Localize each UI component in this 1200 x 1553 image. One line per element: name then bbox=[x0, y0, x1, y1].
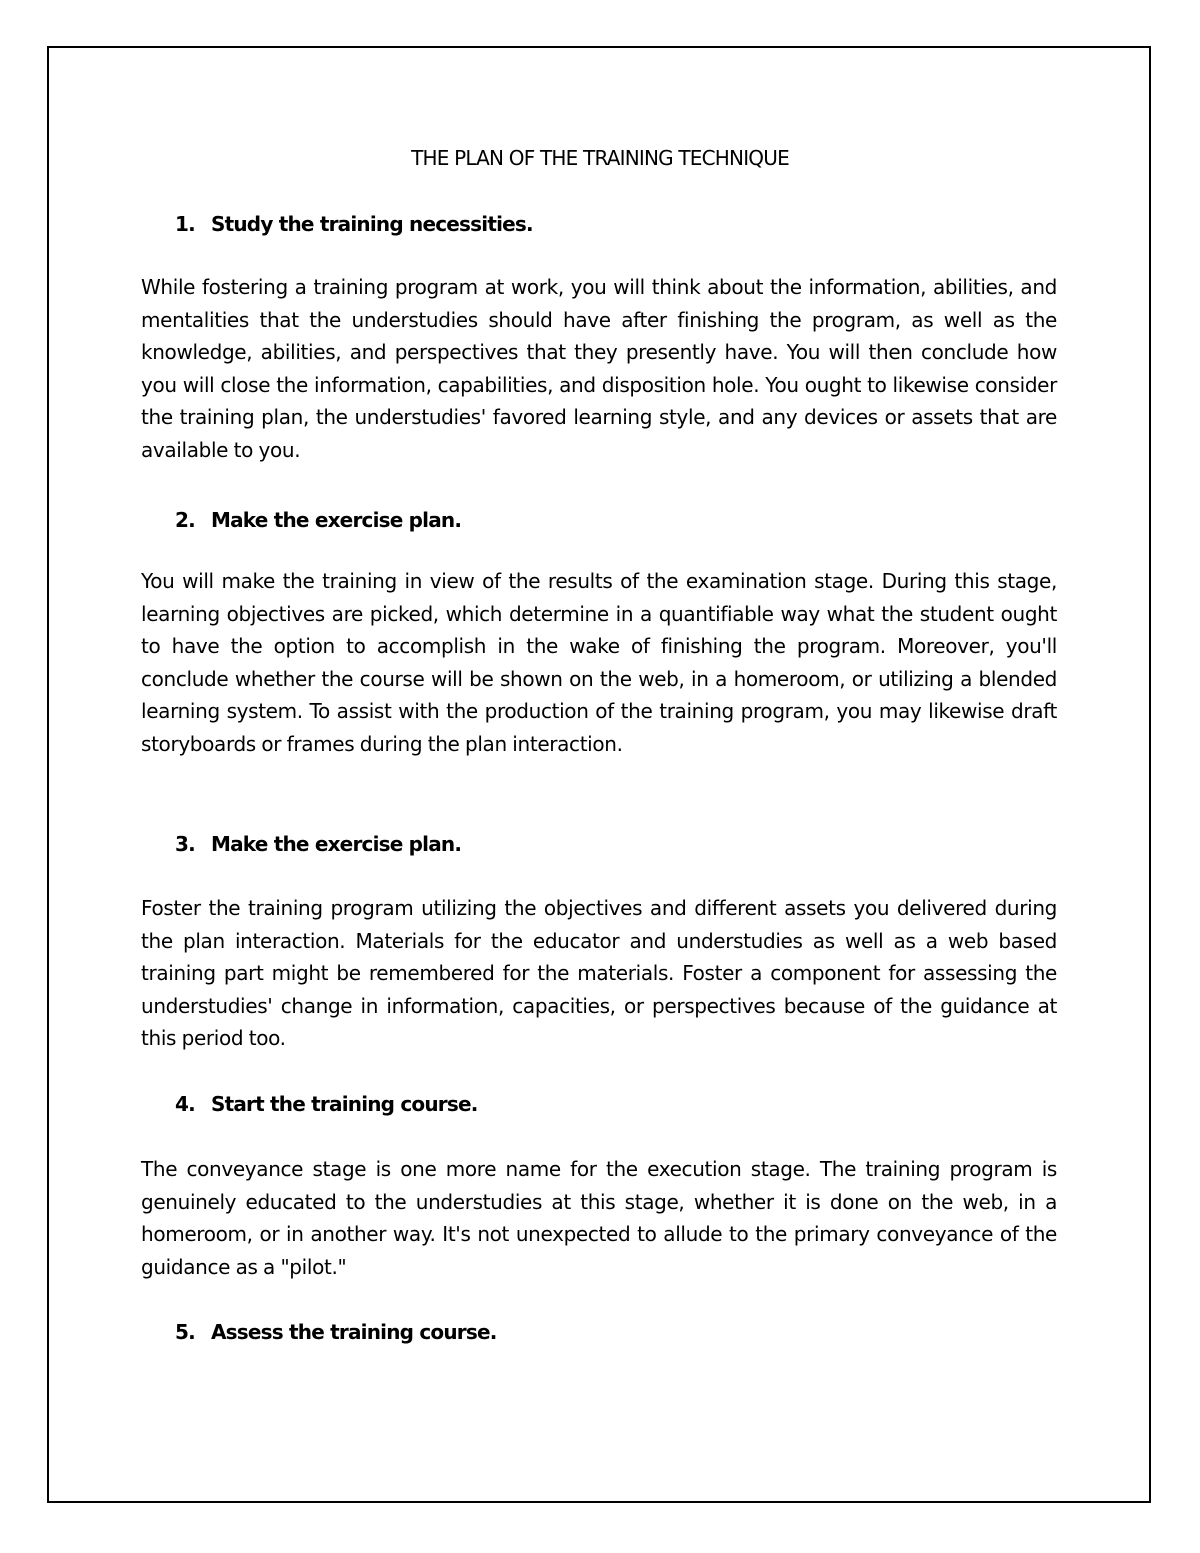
section-body-3: Foster the training program utilizing the objectives and different assets you delivered during the plan interaction. Materials for the educator and understudies as well as a web based training part might be remembered for the materials. Foster a component for assessing the understudies' change in information, capacities, or perspectives because of the guidance at this period too. bbox=[141, 896, 1057, 1051]
section-number: 4. bbox=[175, 1092, 195, 1116]
section-number: 2. bbox=[175, 508, 195, 532]
document-title: THE PLAN OF THE TRAINING TECHNIQUE bbox=[411, 146, 789, 170]
section-heading-text: Make the exercise plan. bbox=[211, 508, 462, 532]
section-heading-4 bbox=[175, 1090, 478, 1118]
section-heading-text: Assess the training course. bbox=[211, 1320, 497, 1344]
section-number: 1. bbox=[175, 212, 195, 236]
section-heading-text: Start the training course. bbox=[211, 1092, 478, 1116]
section-body-4: The conveyance stage is one more name for the execution stage. The training program is genuinely educated to the understudies at this stage, whether it is done on the web, in a homeroom, or in another way. It's not unexpected to allude to the primary conveyance of the guidance as a "pilot." bbox=[141, 1157, 1057, 1279]
section-number: 5. bbox=[175, 1320, 195, 1344]
section-heading-1 bbox=[175, 210, 533, 238]
section-body-1: While fostering a training program at work, you will think about the information, abilities, and mentalities that the understudies should have after finishing the program, as well as the knowledge, abilities, and perspectives that they presently have. You will then conclude how you will close the information, capabilities, and disposition hole. You ought to likewise consider the training plan, the understudies' favored learning style, and any devices or assets that are available to you. bbox=[141, 275, 1057, 462]
section-heading-3 bbox=[175, 830, 461, 858]
section-number: 3. bbox=[175, 832, 195, 856]
section-heading-text: Make the exercise plan. bbox=[211, 832, 462, 856]
section-heading-5 bbox=[175, 1318, 497, 1346]
section-body-2: You will make the training in view of the results of the examination stage. During this stage, learning objectives are picked, which determine in a quantifiable way what the student ought to have the option to accomplish in the wake of finishing the program. Moreover, you'll conclude whether the course will be shown on the web, in a homeroom, or utilizing a blended learning system. To assist with the production of the training program, you may likewise draft storyboards or frames during the plan interaction. bbox=[141, 569, 1057, 756]
section-heading-2 bbox=[175, 506, 461, 534]
section-heading-text: Study the training necessities. bbox=[211, 212, 533, 236]
page-border bbox=[47, 46, 1151, 1503]
